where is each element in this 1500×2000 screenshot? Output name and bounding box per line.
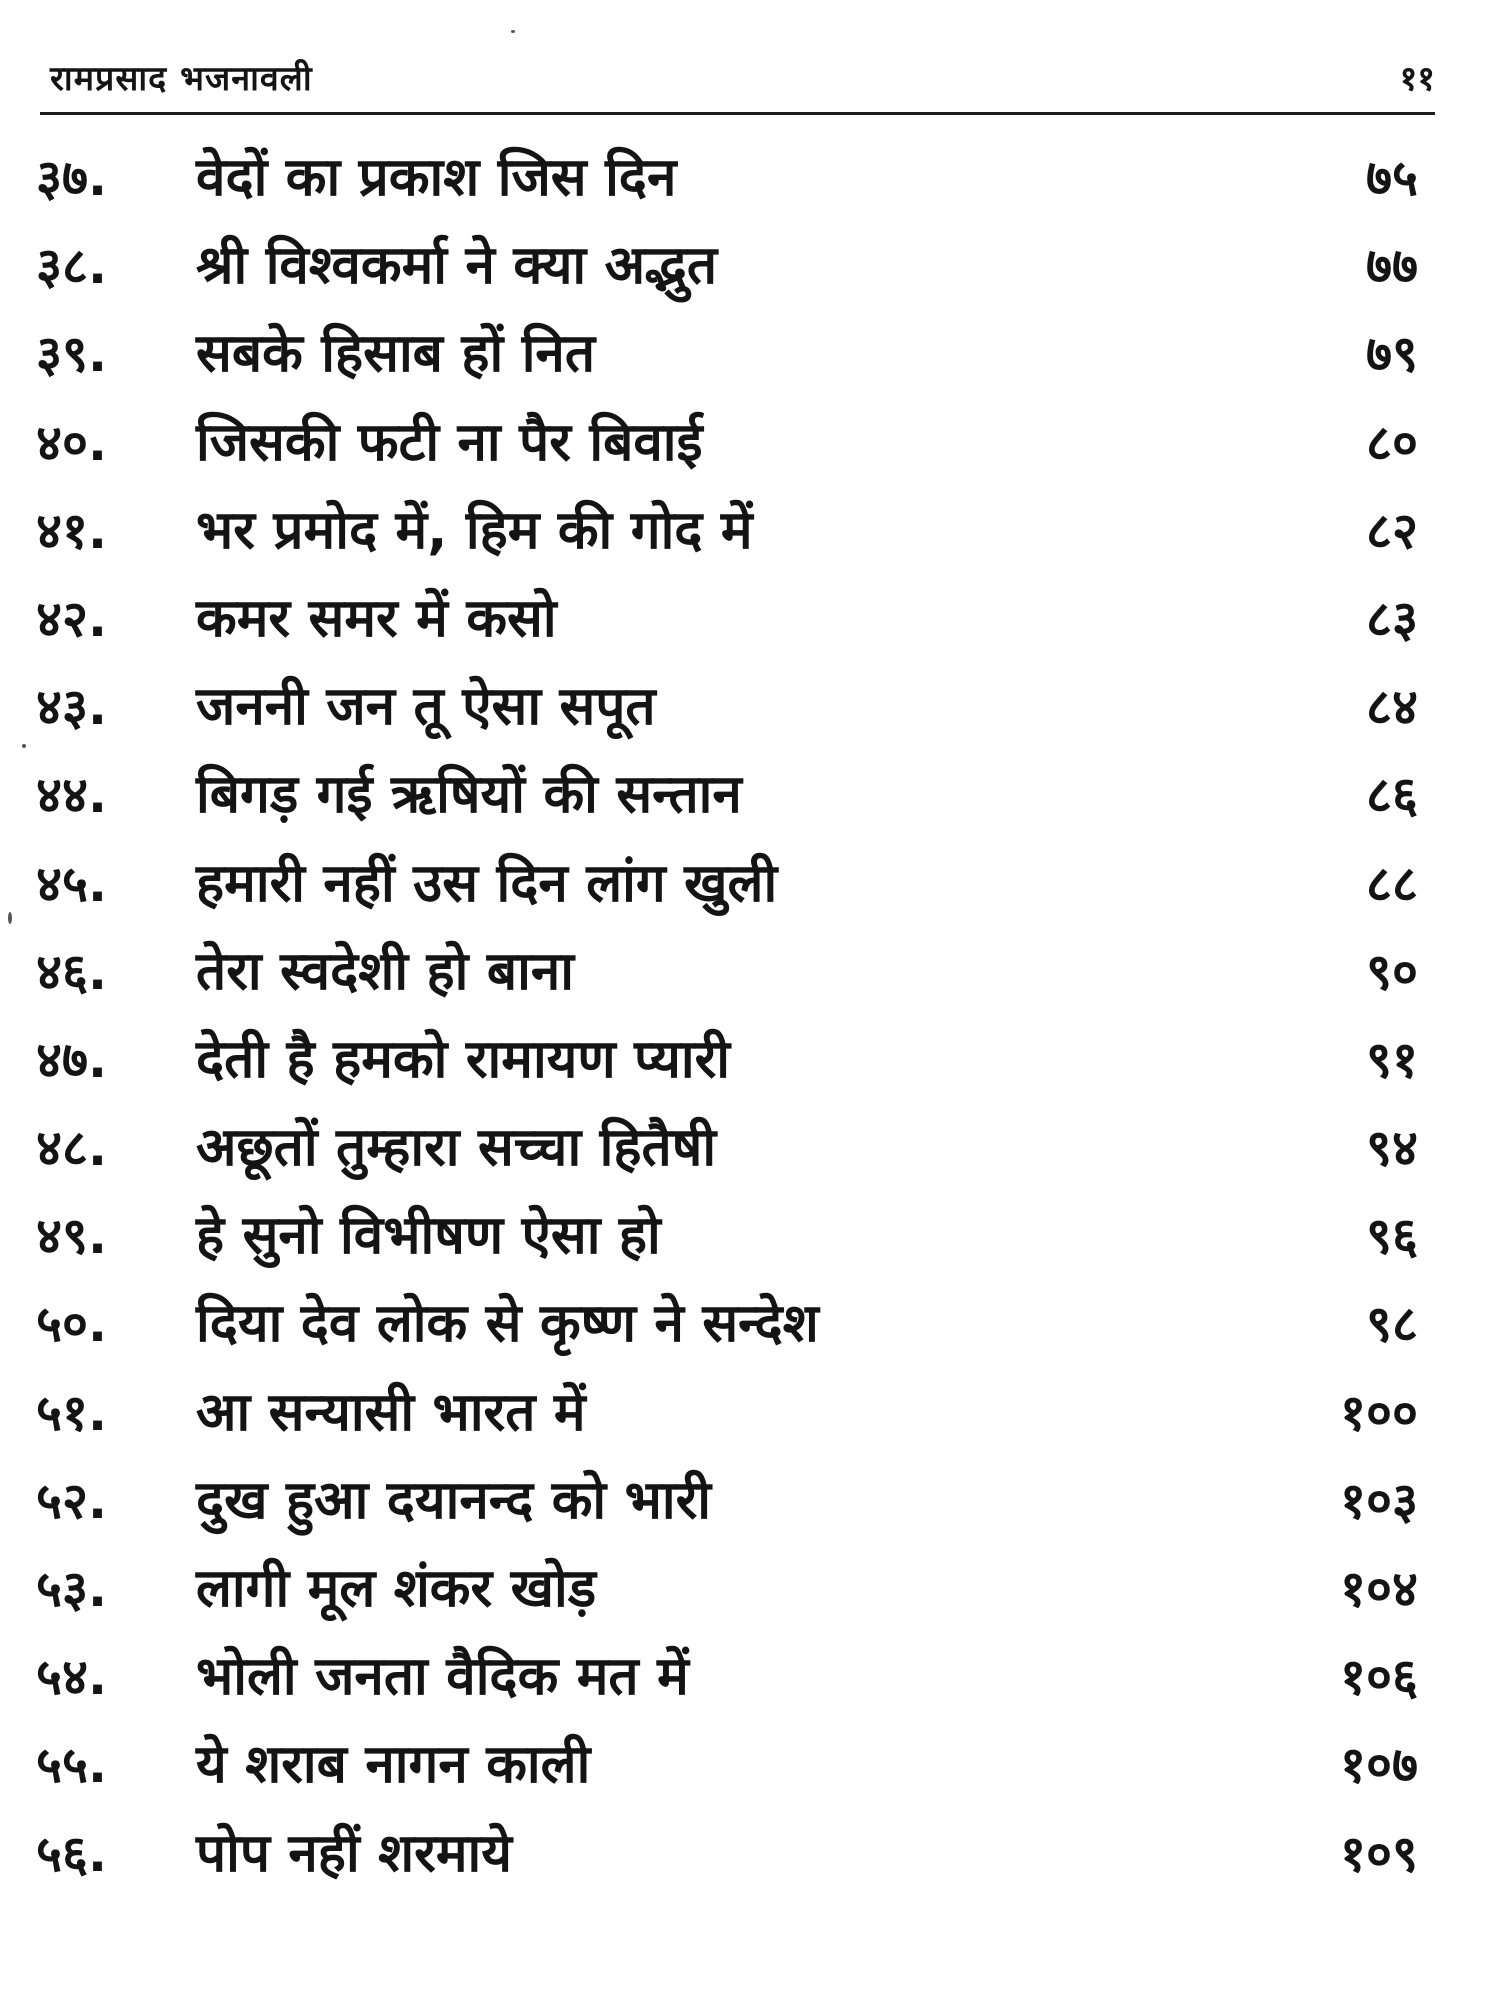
entry-page-number: ९६ [1366,1207,1418,1266]
entry-number: ४५. [36,854,107,913]
entry-title: भोली जनता वैदिक मत में [196,1646,689,1708]
entry-title: अछूतों तुम्हारा सच्चा हितैषी [196,1117,717,1179]
toc-entry [36,1102,1436,1190]
toc-entry [36,1190,1436,1278]
toc-entry [36,1631,1436,1719]
entry-number: ३९. [36,325,107,384]
entry-page-number: ८३ [1366,589,1418,648]
book-title: रामप्रसाद भजनावली [50,59,313,99]
print-speck [511,30,515,33]
toc-entry [36,308,1436,396]
entry-page-number: ८२ [1366,501,1418,560]
entry-number: ४९. [36,1207,107,1266]
toc-entry [36,926,1436,1014]
toc-entry [36,1455,1436,1543]
entry-number: ४६. [36,942,107,1001]
toc-entry [36,1719,1436,1807]
entry-title: भर प्रमोद में, हिम की गोद में [196,499,753,561]
toc-entry [36,838,1436,926]
entry-number: ५१. [36,1383,107,1442]
entry-page-number: ७५ [1366,149,1418,207]
toc-entry [36,661,1436,749]
entry-page-number: ८६ [1366,766,1418,825]
toc-entry [36,1014,1436,1102]
running-header [40,52,1435,104]
entry-number: ४८. [36,1119,107,1178]
entry-title: दिया देव लोक से कृष्ण ने सन्देश [196,1293,819,1355]
entry-page-number: ८८ [1366,854,1418,913]
entry-title: लागी मूल शंकर खोड़ [196,1558,597,1619]
entry-page-number: ७७ [1366,237,1418,296]
entry-number: ५६. [36,1824,107,1883]
entry-number: ५४. [36,1648,107,1707]
entry-title: हे सुनो विभीषण ऐसा हो [196,1205,661,1267]
entry-title: वेदों का प्रकाश जिस दिन [196,147,677,208]
header-rule [40,112,1435,115]
entry-page-number: १०७ [1340,1736,1418,1795]
entry-title: जिसकी फटी ना पैर बिवाई [196,411,703,473]
entry-title: बिगड़ गई ऋषियों की सन्तान [196,764,742,826]
entry-number: ४१. [36,501,107,560]
entry-page-number: ९० [1366,942,1418,1001]
toc-entry [36,573,1436,661]
entry-title: देती है हमको रामायण प्यारी [196,1028,731,1090]
entry-page-number: ९८ [1366,1295,1418,1354]
entry-page-number: ८४ [1366,678,1418,737]
entry-number: ३८. [36,237,107,296]
toc-entry [36,132,1436,220]
page-number: ११ [1399,59,1435,99]
entry-number: ४०. [36,413,107,472]
table-of-contents [36,132,1436,1896]
entry-title: आ सन्यासी भारत में [196,1381,586,1443]
toc-entry [36,1367,1436,1455]
entry-number: ४२. [36,589,107,648]
entry-number: ५२. [36,1471,107,1530]
entry-number: ४४. [36,766,107,825]
entry-page-number: १०६ [1340,1648,1418,1707]
entry-title: श्री विश्वकर्मा ने क्या अद्भुत [196,235,718,297]
entry-number: ५५. [36,1736,107,1795]
entry-page-number: ९४ [1366,1119,1418,1178]
entry-number: ५०. [36,1295,107,1354]
entry-number: ३७. [36,149,107,207]
entry-title: जननी जन तू ऐसा सपूत [196,676,656,738]
entry-number: ४७. [36,1030,107,1089]
entry-title: ये शराब नागन काली [196,1734,591,1796]
entry-page-number: १०४ [1340,1560,1418,1618]
entry-page-number: ७९ [1366,325,1418,384]
print-speck [8,912,12,924]
toc-entry [36,220,1436,308]
entry-number: ४३. [36,678,107,737]
entry-title: पोप नहीं शरमाये [196,1822,513,1884]
entry-title: सबके हिसाब हों नित [196,323,596,385]
entry-page-number: १०० [1340,1383,1418,1442]
toc-entry [36,749,1436,837]
entry-number: ५३. [36,1560,107,1618]
entry-page-number: ९१ [1366,1030,1418,1089]
print-speck [22,744,26,748]
entry-title: दुख हुआ दयानन्द को भारी [196,1469,711,1531]
entry-title: हमारी नहीं उस दिन लांग खुली [196,852,778,914]
toc-entry [36,1543,1436,1631]
toc-entry [36,397,1436,485]
toc-entry [36,1278,1436,1366]
entry-title: तेरा स्वदेशी हो बाना [196,940,574,1002]
toc-entry [36,1808,1436,1896]
entry-title: कमर समर में कसो [196,587,557,649]
toc-entry [36,485,1436,573]
entry-page-number: १०३ [1340,1471,1418,1530]
entry-page-number: ८० [1366,413,1418,472]
entry-page-number: १०९ [1340,1824,1418,1883]
